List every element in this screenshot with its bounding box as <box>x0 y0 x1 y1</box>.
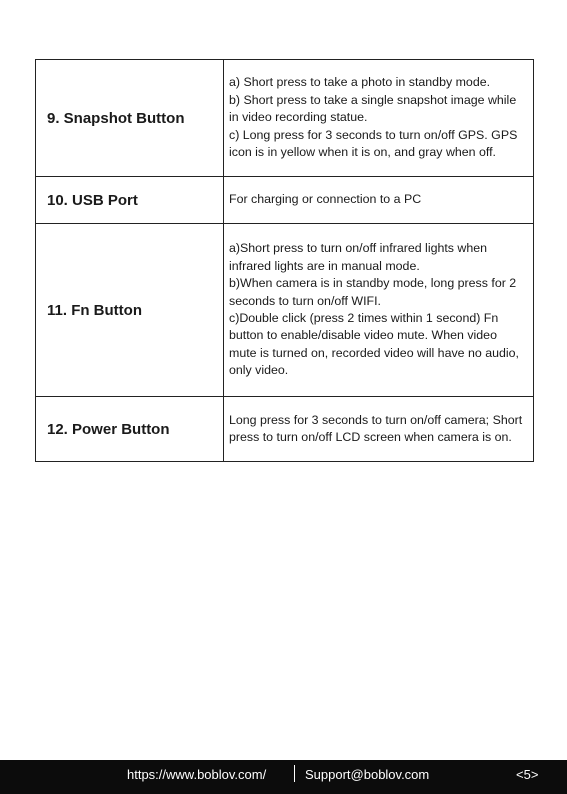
row-name-fn-button: 11. Fn Button <box>36 224 224 397</box>
description-line: button to enable/disable video mute. When video <box>229 328 497 343</box>
description-line: a)Short press to turn on/off infrared lights when <box>229 241 488 256</box>
website-link[interactable]: https://www.boblov.com/ <box>127 767 267 782</box>
support-email-link[interactable]: Support@boblov.com <box>305 767 430 782</box>
row-name-usb-port: 10. USB Port <box>36 177 224 224</box>
row-name-power-button: 12. Power Button <box>36 397 224 462</box>
footer-divider <box>294 765 295 782</box>
page-number: <5> <box>516 767 539 782</box>
description-line: seconds to turn on/off WIFI. <box>229 293 381 308</box>
description-line: mute is turned on, recorded video will have no audio, <box>229 345 519 360</box>
row-description-fn-button <box>224 224 534 397</box>
button-function-table <box>35 59 534 462</box>
description-line: only video. <box>229 363 289 378</box>
table-row <box>36 224 534 397</box>
description-line: in video recording statue. <box>229 110 368 125</box>
description-line: icon is in yellow when it is on, and gray when off. <box>229 145 497 160</box>
description-line: c) Long press for 3 seconds to turn on/off GPS. GPS <box>229 127 518 142</box>
page-footer <box>0 760 567 794</box>
description-line: c)Double click (press 2 times within 1 second) Fn <box>229 311 499 325</box>
description-line: a) Short press to take a photo in standby mode. <box>229 75 491 90</box>
row-description-snapshot-button <box>224 60 534 177</box>
description-line: infrared lights are in manual mode. <box>229 258 420 273</box>
row-name-snapshot-button: 9. Snapshot Button <box>36 60 224 177</box>
description-line: For charging or connection to a PC <box>229 192 422 207</box>
table-row <box>36 60 534 177</box>
table-row <box>36 397 534 462</box>
row-description-usb-port <box>224 177 534 224</box>
row-description-power-button <box>224 397 534 462</box>
description-line: b)When camera is in standby mode, long press for 2 <box>229 276 517 291</box>
description-line: press to turn on/off LCD screen when camera is on. <box>229 430 512 444</box>
description-line: b) Short press to take a single snapshot image while <box>229 92 517 107</box>
table-row <box>36 177 534 224</box>
description-line: Long press for 3 seconds to turn on/off camera; Short <box>229 412 523 427</box>
